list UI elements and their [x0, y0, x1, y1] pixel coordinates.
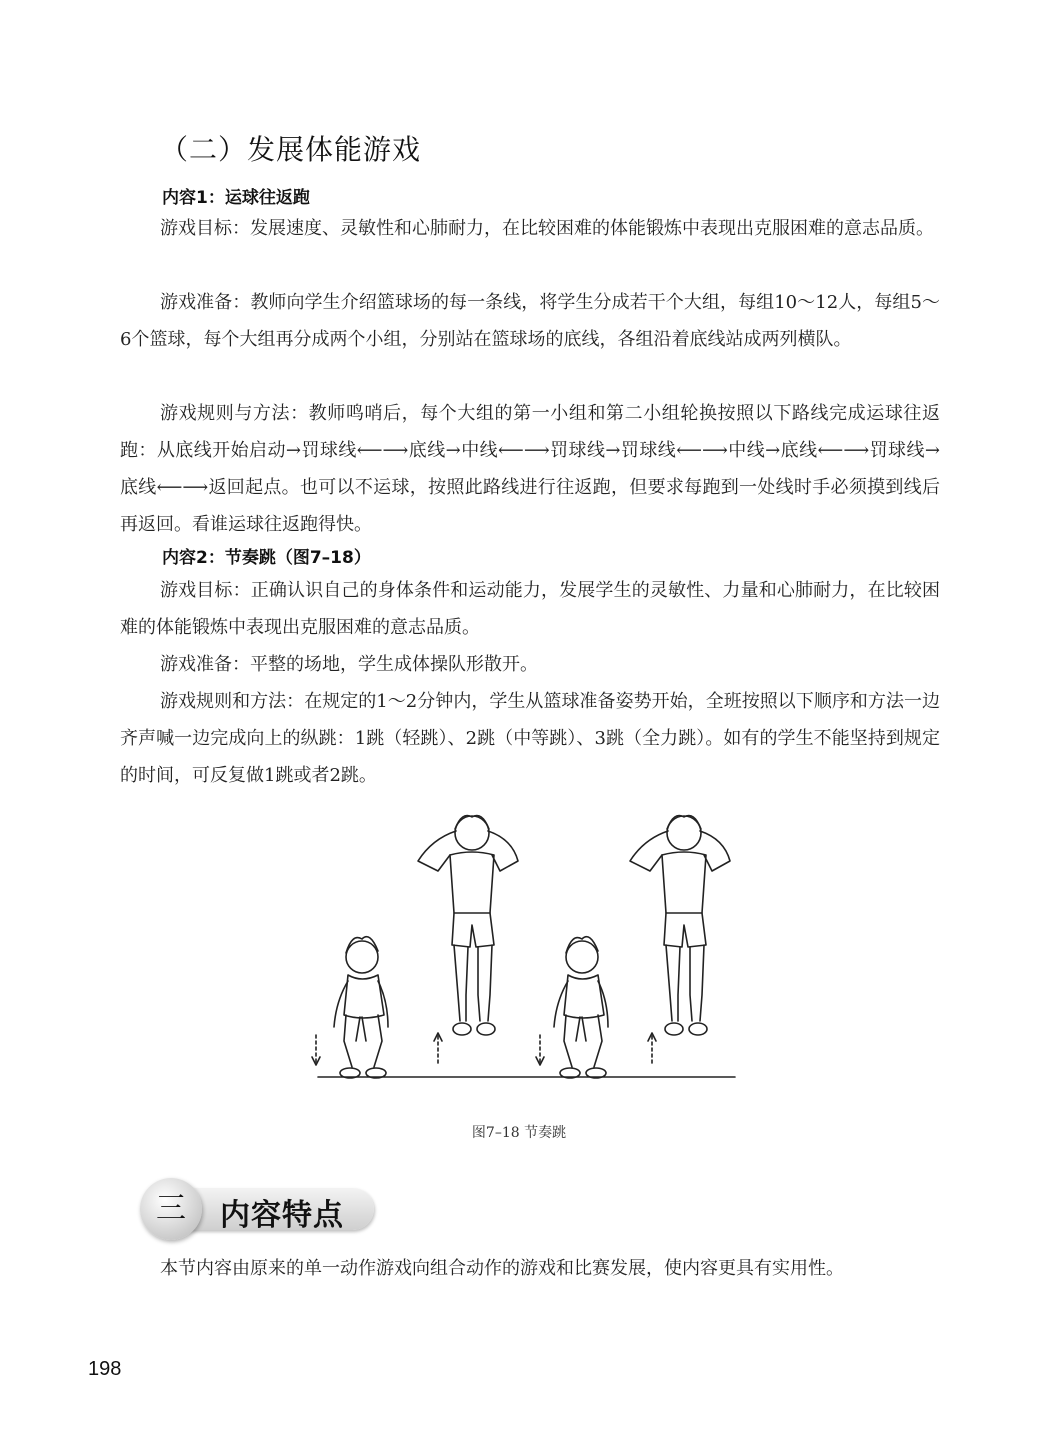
jumping-child-figure-2	[630, 816, 730, 1036]
figure-caption: 图7–18 节奏跳	[471, 1125, 567, 1141]
up-arrow-icon	[434, 1033, 442, 1063]
chapter-number: 三	[140, 1178, 202, 1240]
content1-prep: 游戏准备：教师向学生介绍篮球场的每一条线，将学生分成若干个大组，每组10～12人，每组5～6个篮球，每个大组再分成两个小组，分别站在篮球场的底线，各组沿着底线站成两列横队。	[120, 292, 940, 350]
chapter-heading	[140, 1178, 376, 1238]
crouching-child-figure-1	[334, 937, 388, 1078]
content2-rules: 游戏规则和方法：在规定的1～2分钟内，学生从篮球准备姿势开始，全班按照以下顺序和方法一边齐声喊一边完成向上的纵跳：1跳（轻跳）、2跳（中等跳）、3跳（全力跳）。如有的学生不能坚持到规定的时间，可反复做1跳或者2跳。	[120, 691, 940, 786]
chapter-title: 内容特点	[220, 1198, 344, 1233]
down-arrow-icon	[312, 1035, 320, 1065]
rhythm-jump-illustration	[300, 805, 740, 1095]
content2-heading: 内容2：节奏跳（图7–18）	[162, 548, 371, 568]
content1-heading: 内容1：运球往返跑	[162, 188, 310, 208]
crouching-child-figure-2	[554, 937, 608, 1078]
section3-paragraph: 本节内容由原来的单一动作游戏向组合动作的游戏和比赛发展，使内容更具有实用性。	[160, 1258, 844, 1279]
down-arrow-icon	[536, 1035, 544, 1065]
content1-rules: 游戏规则与方法：教师鸣哨后，每个大组的第一小组和第二小组轮换按照以下路线完成运球往返跑：从底线开始启动→罚球线⟵⟶底线→中线⟵⟶罚球线→罚球线⟵⟶中线→底线⟵⟶罚球线→底线⟵⟶返回起点。也可以不运球，按照此路线进行往返跑，但要求每跑到一处线时手必须摸到线后再返回。看谁运球往返跑得快。	[120, 403, 940, 535]
content1-goal: 游戏目标：发展速度、灵敏性和心肺耐力，在比较困难的体能锻炼中表现出克服困难的意志品质。	[160, 218, 934, 239]
content2-prep: 游戏准备：平整的场地，学生成体操队形散开。	[160, 654, 538, 675]
page-number: 198	[88, 1358, 122, 1380]
section-title: （二）发展体能游戏	[160, 133, 422, 166]
content2-goal: 游戏目标：正确认识自己的身体条件和运动能力，发展学生的灵敏性、力量和心肺耐力，在比较困难的体能锻炼中表现出克服困难的意志品质。	[120, 580, 940, 638]
jumping-child-figure-1	[418, 816, 518, 1036]
up-arrow-icon	[648, 1033, 656, 1063]
